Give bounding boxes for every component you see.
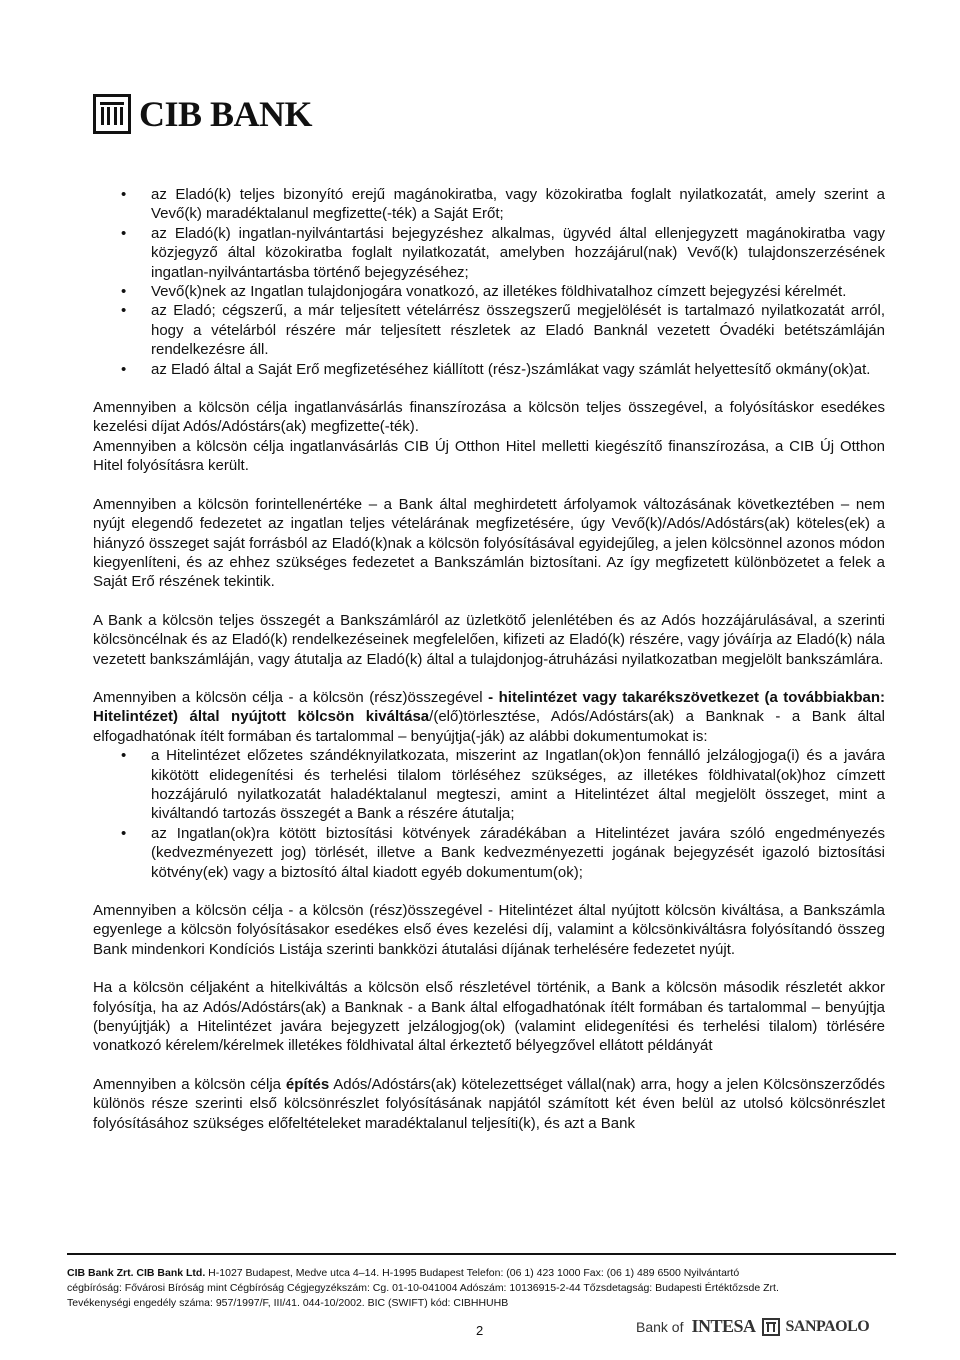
text-segment: /(elő)törlesztése, Adós/Adóstárs(ak) a Banknak - a Bank által elfogadhatónak ítélt formában és tartalommal – benyújtja(-ják) az alábbi dokumentumokat is: bbox=[93, 708, 885, 745]
footer-line-1 bbox=[67, 1266, 896, 1281]
footer-address: H-1027 Budapest, Medve utca 4–14. H-1995 Budapest Telefon: (06 1) 423 1000 Fax: (06 1) 489 6500 Nyilvántartó bbox=[205, 1267, 740, 1279]
paragraph-loan-purpose-full: Amennyiben a kölcsön célja ingatlanvásárlás finanszírozása a kölcsön teljes összegével, a folyósításkor esedékes kezelési díjat Adós/Adóstárs(ak) megfizette(-ték). bbox=[93, 399, 885, 436]
intesa-label: INTESA bbox=[691, 1316, 756, 1336]
paragraph-construction bbox=[93, 1075, 885, 1133]
list-item: • az Eladó; cégszerű, a már teljesített vételárrész összegszerű megjelölését is tartalmazó nyilatkozatát arról, hogy a vételárból részére már teljesített részletek az Eladó Banknál vezetett Óvadéki betétszámláján rendelkezésre áll. bbox=[93, 301, 885, 359]
footer bbox=[67, 1266, 896, 1311]
footer-divider bbox=[67, 1253, 896, 1255]
intesa-sanpaolo-emblem-icon bbox=[762, 1318, 780, 1336]
list-item: • az Eladó(k) ingatlan-nyilvántartási bejegyzéshez alkalmas, ügyvéd által ellenjegyzett magánokiratba vagy közjegyző által közokiratba foglalt nyilatkozatát, amelyben hozzájárul(nak) Vevő(k) tulajdonszerzésének ingatlan-nyilvántartásba történő bejegyzéséhez; bbox=[93, 224, 885, 282]
logo-text: CIB BANK bbox=[139, 94, 313, 134]
page-number: 2 bbox=[476, 1323, 484, 1338]
list-item: • Vevő(k)nek az Ingatlan tulajdonjogára vonatkozó, az illetékes földhivatalhoz címzett bejegyzési kérelmét. bbox=[93, 282, 885, 301]
footer-line-2: cégbíróság: Fővárosi Bíróság mint Cégbíróság Cégjegyzékszám: Cg. 01-10-041004 Adószám: 10136915-2-44 Tőzsdetagság: Budapesti Értéktőzsde Zrt. bbox=[67, 1282, 779, 1294]
bold-text: építés bbox=[285, 1075, 330, 1093]
paragraph-loan-purpose-supplementary: Amennyiben a kölcsön célja ingatlanvásárlás CIB Új Otthon Hitel melletti kiegészítő finanszírozása, a CIB Új Otthon Hitel folyósításra került. bbox=[93, 437, 885, 475]
document-body bbox=[93, 185, 885, 1133]
footer-company: CIB Bank Zrt. CIB Bank Ltd. bbox=[67, 1267, 206, 1279]
text-segment: Amennyiben a kölcsön célja - a kölcsön (rész)összegével bbox=[93, 688, 489, 706]
paragraph-exchange-rate: Amennyiben a kölcsön forintellenértéke – a Bank által meghirdetett árfolyamok változásának következtében – nem nyújt elegendő fedezetet az ingatlan teljes vételárának megfizetésére, úgy Vevő(k)/Adós/Adóstárs(ak) köteles(ek) a hiányzó összeget saját forrásból az Eladó(k)nak a kölcsön folyósításával egyidejűleg, a jelen kölcsönnel azonos módon kiegyenlíteni, és az ehhez szükséges fedezetet a Bankszámlán biztosítani. Az így megfizetett különbözetet a felek a Saját Erő részének tekintik. bbox=[93, 495, 885, 591]
list-item: • az Ingatlan(ok)ra kötött biztosítási kötvények záradékában a Hitelintézet javára szóló engedményezés (kedvezményezett jog) törlését, illetve a Bank kedvezményezetti jogának bejegyzését igazoló biztosítási kötvény(ek) vagy a biztosító által kiadott egyéb dokumentum(ok); bbox=[93, 824, 885, 882]
cib-bank-logo-icon bbox=[93, 94, 131, 134]
text-segment: Amennyiben a kölcsön célja bbox=[93, 1075, 286, 1093]
cib-bank-logo bbox=[93, 93, 312, 135]
footer-line-3: Tevékenységi engedély száma: 957/1997/F, III/41. 044-10/2002. BIC (SWIFT) kód: CIBHHUHB bbox=[67, 1297, 509, 1309]
list-item: • a Hitelintézet előzetes szándéknyilatkozata, miszerint az Ingatlan(ok)on fennálló jelzálogjoga(i) és a javára kikötött elidegenítési és terhelési tilalom törléséhez szükséges, az illetékes földhivatal(ok)hoz címzett hozzájáruló nyilatkozatát haladéktalanul megteszi, amint a Hitelintézet által megjelölt összeget, mint a kiváltandó tartozás összegét a Bank a részére átutalja; bbox=[93, 746, 885, 824]
refinancing-bullet-list bbox=[93, 746, 885, 882]
list-item: • az Eladó(k) teljes bizonyító erejű magánokiratba, vagy közokiratba foglalt nyilatkozatát, amely szerint a Vevő(k) maradéktalanul megfizette(-ték) a Saját Erőt; bbox=[93, 185, 885, 224]
paragraph-second-installment: Ha a kölcsön céljaként a hitelkiváltás a kölcsön első részletével történik, a Bank a kölcsön második részletét akkor folyósítja, ha az Adós/Adóstárs(ak) a Banknak - a Bank által elfogadhatónak ítélt formában és tartalommal – benyújtja (benyújtják) a Hitelintézet javára bejegyzett jelzálogjog(ok) (valamint elidegenítési és terhelési tilalom) törlésére vonatkozó kérelem/kérelmek illetékes földhivatal által érkeztető bélyegzővel ellátott példányát bbox=[93, 979, 885, 1055]
intesa-sanpaolo-logo bbox=[636, 1316, 869, 1337]
paragraph-refinancing bbox=[93, 688, 885, 746]
bold-text: - hitelintézet vagy takarékszövetkezet (a továbbiakban: Hitelintézet) által nyújtott kölcsön kiváltása bbox=[93, 688, 885, 726]
text-segment: Adós/Adóstárs(ak) kötelezettséget vállal(nak) arra, hogy a jelen Kölcsönszerződés különös része szerinti első kölcsönrészlet folyósításának napjától számított két éven belül az utolsó kölcsönrészlet folyósításához szükséges előfeltételeket maradéktalanul teljesíti(k), és azt a Bank bbox=[93, 1075, 885, 1132]
top-bullet-list bbox=[93, 185, 885, 379]
bank-of-label: Bank of bbox=[636, 1318, 684, 1335]
sanpaolo-label: SANPAOLO bbox=[785, 1317, 870, 1335]
list-item: • az Eladó által a Saját Erő megfizetéséhez kiállított (rész-)számlákat vagy számlát helyettesítő okmány(ok)at. bbox=[93, 360, 885, 379]
paragraph-disbursement: A Bank a kölcsön teljes összegét a Bankszámláról az üzletkötő jelenlétében és az Adós hozzájárulásával, a szerinti kölcsöncélnak és az Eladó(k) rendelkezéseinek megfelelően, kifizeti az Eladó(k) részére, vagy jóváírja az Eladó(k) nála vezetett bankszámláján, vagy átutalja az Eladó(k) által a tulajdonjog-átruházási nyilatkozatban megjelölt bankszámlára. bbox=[93, 611, 885, 668]
paragraph-refinancing-balance: Amennyiben a kölcsön célja - a kölcsön (rész)összegével - Hitelintézet által nyújtott kölcsön kiváltása, a Bankszámla egyenlege a kölcsön folyósításakor esedékes első éves kezelési díj, valamint a kölcsönkiváltásra folyósítandó összeg Bank mindenkori Kondíciós Listája szerinti bankközi átutalási díjának terhelésére fedezetet nyújt. bbox=[93, 902, 885, 958]
